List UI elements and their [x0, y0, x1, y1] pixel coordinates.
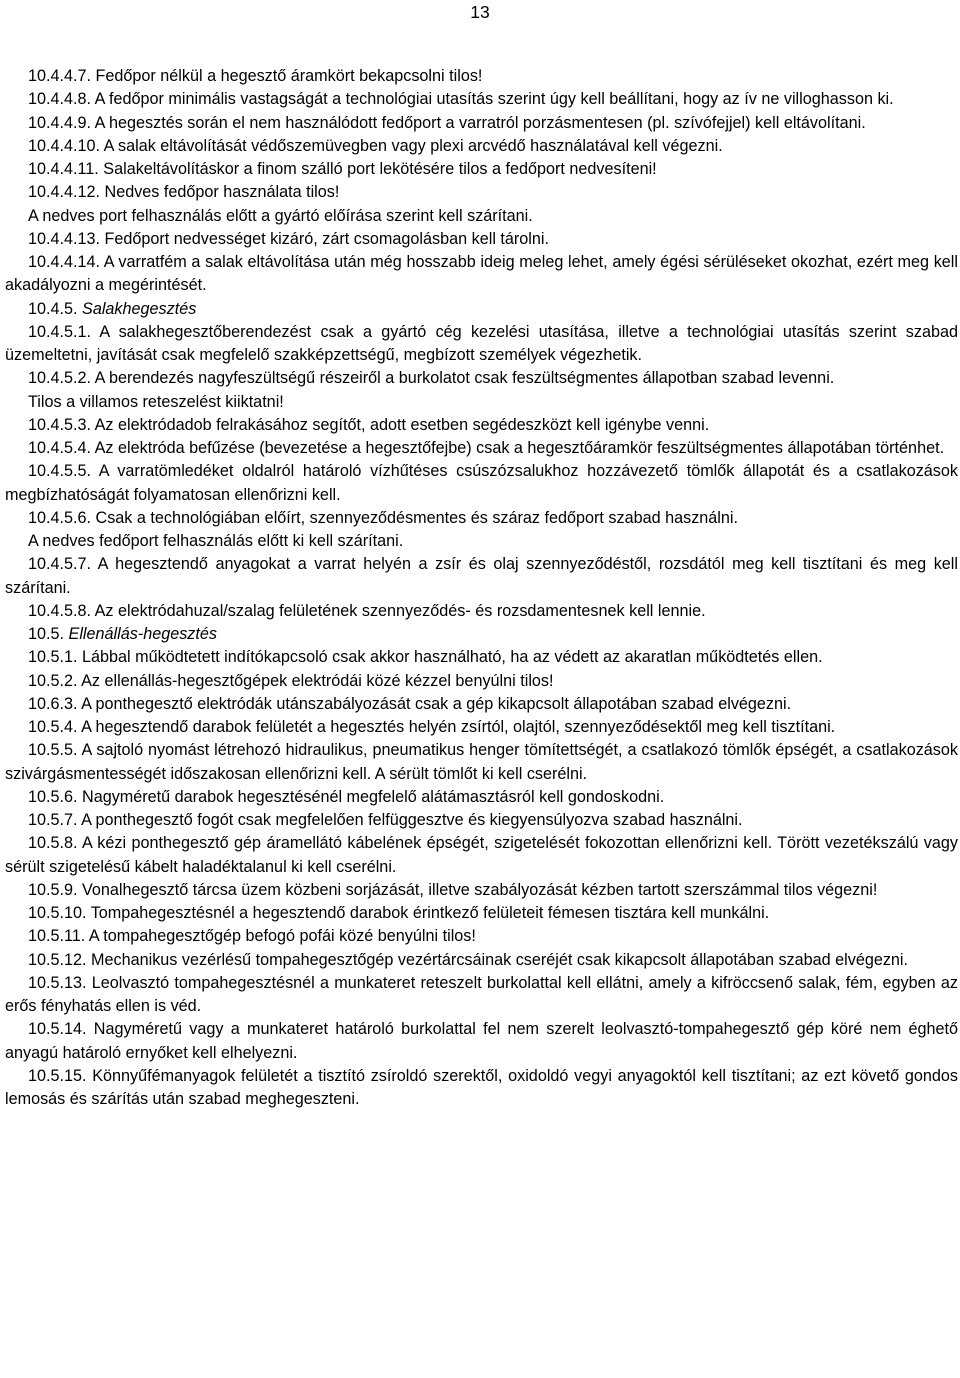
- section-number: 10.4.5.: [28, 299, 83, 318]
- paragraph: 10.4.5.8. Az elektródahuzal/szalag felületének szennyeződés- és rozsdamentesnek kell lennie.: [28, 601, 706, 620]
- paragraph: 10.4.5.7. A hegesztendő anyagokat a varrat helyén a zsír és olaj szennyeződéstől, rozsdától meg kell tisztítani és meg kell szárítani.: [5, 555, 958, 597]
- paragraph: 10.5.9. Vonalhegesztő tárcsa üzem közbeni sorjázását, illetve szabályozását kézben tartott szerszámmal tilos végezni!: [28, 880, 878, 899]
- paragraph: 10.4.5.5. A varratömledéket oldalról határoló vízhűtéses csúszózsalukhoz hozzávezető tömlők állapotát és a csatlakozások megbízhatóságát folyamatosan ellenőrizni kell.: [5, 462, 958, 504]
- paragraph: 10.4.4.11. Salakeltávolításkor a finom szálló port lekötésére tilos a fedőport nedvesíteni!: [28, 160, 657, 178]
- paragraph: A nedves port felhasználás előtt a gyártó előírása szerint kell szárítani.: [28, 206, 533, 225]
- paragraph: A nedves fedőport felhasználás előtt ki kell szárítani.: [28, 532, 404, 550]
- paragraph: 10.4.4.14. A varratfém a salak eltávolítása után még hosszabb ideig meleg lehet, amely égési sérüléseket okozhat, ezért meg kell akadályozni a megérintését.: [5, 253, 958, 295]
- paragraph: 10.5.1. Lábbal működtetett indítókapcsoló csak akkor használható, ha az védett az akaratlan működtetés ellen.: [28, 648, 823, 667]
- paragraph: 10.4.4.12. Nedves fedőpor használata tilos!: [28, 183, 340, 202]
- section-number: 10.5.: [28, 625, 69, 643]
- paragraph: 10.5.2. Az ellenállás-hegesztőgépek elektródái közé kézzel benyúlni tilos!: [28, 671, 554, 690]
- section-title: Salakhegesztés: [82, 299, 197, 318]
- paragraph: 10.5.12. Mechanikus vezérlésű tompahegesztőgép vezértárcsáinak cseréjét csak kikapcsolt állapotában szabad elvégezni.: [28, 950, 909, 969]
- paragraph: 10.4.5.2. A berendezés nagyfeszültségű részeiről a burkolatot csak feszültségmentes állapotban szabad levenni.: [28, 369, 835, 388]
- paragraph: 10.4.5.6. Csak a technológiában előírt, szennyeződésmentes és száraz fedőport szabad használni.: [28, 508, 738, 527]
- section-heading: [5, 298, 958, 321]
- document-body: [5, 65, 958, 1111]
- paragraph: 10.4.4.8. A fedőpor minimális vastagságát a technológiai utasítás szerint úgy kell beállítani, hogy az ív ne villoghasson ki.: [28, 90, 894, 109]
- page-number: 13: [470, 2, 490, 22]
- paragraph: 10.4.4.13. Fedőport nedvességet kizáró, zárt csomagolásban kell tárolni.: [28, 229, 549, 248]
- paragraph: 10.5.8. A kézi ponthegesztő gép áramellátó kábelének épségét, szigetelését fokozottan ellenőrizni kell. Törött vezetékszálú vagy sérült szigetelésű kábelt haladéktalanul ki kell cserélni.: [5, 834, 958, 876]
- paragraph: 10.5.5. A sajtoló nyomást létrehozó hidraulikus, pneumatikus henger tömítettségét, a csatlakozó tömlők épségét, a csatlakozások szivárgásmentességét időszakosan ellenőrizni kell. A sérült tömlőt ki kell cserélni.: [5, 741, 958, 783]
- paragraph: 10.5.15. Könnyűfémanyagok felületét a tisztító zsíroldó szerektől, oxidoldó vegyi anyagoktól kell tisztítani; az ezt követő gondos lemosás és szárítás után szabad meghegeszteni.: [5, 1066, 958, 1108]
- paragraph: 10.5.13. Leolvasztó tompahegesztésnél a munkateret reteszelt burkolattal kell ellátni, amely a kifröccsenő salak, fém, egyben az erős fényhatás ellen is véd.: [5, 973, 958, 1015]
- paragraph: 10.4.4.10. A salak eltávolítását védőszemüvegben vagy plexi arcvédő használatával kell végezni.: [28, 136, 723, 155]
- section-heading: [5, 623, 958, 646]
- section-title: Ellenállás-hegesztés: [68, 625, 217, 643]
- paragraph: 10.5.6. Nagyméretű darabok hegesztésénél megfelelő alátámasztásról kell gondoskodni.: [28, 787, 665, 806]
- paragraph: 10.4.5.3. Az elektródadob felrakásához segítőt, adott esetben segédeszközt kell igénybe venni.: [28, 415, 710, 434]
- paragraph: 10.6.3. A ponthegesztő elektródák utánszabályozását csak a gép kikapcsolt állapotában szabad elvégezni.: [28, 694, 792, 713]
- paragraph: 10.4.4.9. A hegesztés során el nem használódott fedőport a varratról porzásmentesen (pl. szívófejjel) kell eltávolítani.: [28, 113, 866, 132]
- paragraph: 10.5.11. A tompahegesztőgép befogó pofái közé benyúlni tilos!: [28, 927, 476, 946]
- paragraph: 10.5.14. Nagyméretű vagy a munkateret határoló burkolattal fel nem szerelt leolvasztó-tompahegesztő gép köré nem éghető anyagú határoló ernyőket kell elhelyezni.: [5, 1020, 958, 1062]
- paragraph: 10.4.5.1. A salakhegesztőberendezést csak a gyártó cég kezelési utasítása, illetve a technológiai utasítás szerint szabad üzemeltetni, javítását csak megfelelő szakképzettségű, megbízott személyek végezhetik.: [5, 322, 958, 364]
- paragraph: 10.4.4.7. Fedőpor nélkül a hegesztő áramkört bekapcsolni tilos!: [28, 67, 483, 85]
- paragraph: 10.5.4. A hegesztendő darabok felületét a hegesztés helyén zsírtól, olajtól, szennyeződésektől meg kell tisztítani.: [28, 718, 836, 736]
- paragraph: Tilos a villamos reteszelést kiiktatni!: [28, 392, 284, 411]
- paragraph: 10.4.5.4. Az elektróda befűzése (bevezetése a hegesztőfejbe) csak a hegesztőáramkör feszültségmentes állapotában történhet.: [28, 439, 945, 457]
- paragraph: 10.5.10. Tompahegesztésnél a hegesztendő darabok érintkező felületeit fémesen tisztára kell munkálni.: [28, 904, 770, 922]
- paragraph: 10.5.7. A ponthegesztő fogót csak megfelelően felfüggesztve és kiegyensúlyozva szabad használni.: [28, 811, 743, 829]
